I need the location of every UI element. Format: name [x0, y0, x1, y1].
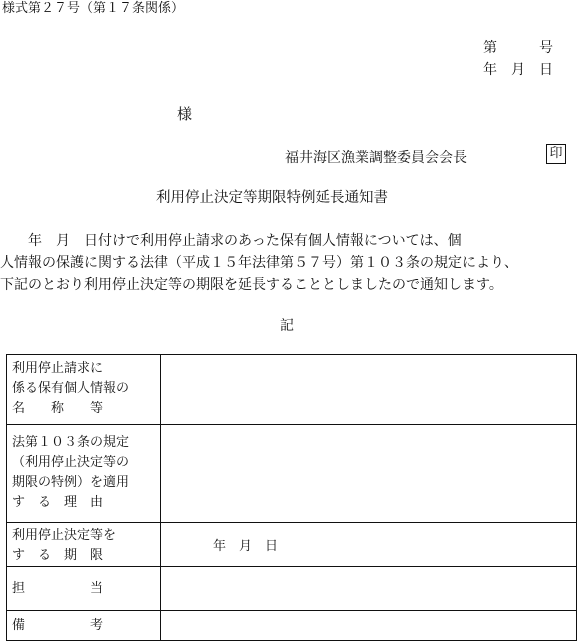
label-line: 係る保有個人情報の — [12, 381, 130, 396]
issue-date: 年 月 日 — [483, 62, 553, 78]
body-line: 下記のとおり利用停止決定等の期限を延長することとしましたので通知します。 — [0, 277, 503, 293]
body-text — [0, 230, 584, 296]
label-line: す る 期 限 — [12, 548, 104, 563]
row-label-contact: 担 当 — [7, 567, 161, 611]
label-line: す る 理 由 — [12, 495, 104, 510]
table-row — [7, 355, 577, 425]
row-label-name — [7, 355, 161, 425]
table-row — [7, 425, 577, 523]
ki-heading: 記 — [280, 318, 294, 334]
label-line: 名 称 等 — [12, 401, 104, 416]
document-title: 利用停止決定等期限特例延長通知書 — [156, 190, 388, 206]
table-row — [7, 523, 577, 567]
body-line: 年 月 日付けで利用停止請求のあった保有個人情報については、個 — [0, 233, 462, 249]
sender-name: 福井海区漁業調整委員会会長 — [285, 150, 467, 166]
row-value-reason — [161, 425, 577, 523]
label-line: （利用停止決定等の — [12, 455, 130, 470]
details-table — [6, 354, 577, 641]
label-line: 期限の特例）を適用 — [12, 475, 130, 490]
row-value-name — [161, 355, 577, 425]
form-number: 様式第２７号（第１７条関係） — [2, 1, 185, 16]
label-line: 法第１０３条の規定 — [12, 435, 130, 450]
document-number: 第 号 — [483, 40, 553, 56]
row-value-deadline: 年 月 日 — [161, 523, 577, 567]
body-line: 人情報の保護に関する法律（平成１５年法律第５７号）第１０３条の規定により、 — [0, 255, 518, 271]
table-row — [7, 567, 577, 611]
row-label-deadline — [7, 523, 161, 567]
row-label-remarks: 備 考 — [7, 611, 161, 641]
row-label-reason — [7, 425, 161, 523]
table-row — [7, 611, 577, 641]
row-value-remarks — [161, 611, 577, 641]
label-line: 利用停止決定等を — [12, 528, 117, 543]
row-value-contact — [161, 567, 577, 611]
label-line: 利用停止請求に — [12, 361, 104, 376]
seal-mark: 印 — [546, 144, 566, 164]
addressee: 様 — [177, 105, 193, 123]
